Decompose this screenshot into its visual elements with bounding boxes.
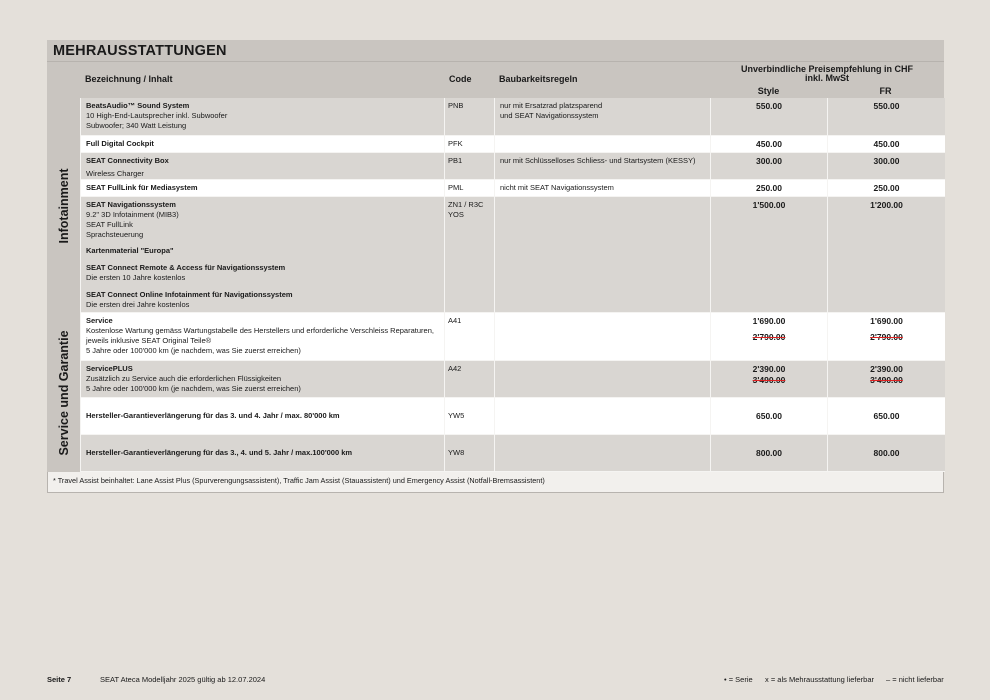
price-style: 1'690.00 xyxy=(752,316,786,326)
price-fr: 550.00 xyxy=(873,101,900,111)
item-code: ZN1 / R3C xyxy=(448,200,484,209)
item-code: YOS xyxy=(448,210,464,219)
item-desc: Kostenlose Wartung gemäss Wartungstabelle des Herstellers und erforderliche Verschleiss Reparaturen, xyxy=(86,326,434,335)
header-preis-line1: Unverbindliche Preisempfehlung in CHF xyxy=(740,64,914,74)
price-fr: 300.00 xyxy=(873,156,900,166)
price-fr-old: 2'790.00 xyxy=(870,332,903,342)
item-name: SEAT Connectivity Box xyxy=(86,156,169,165)
price-table xyxy=(47,98,944,472)
legend-serie: • = Serie xyxy=(724,675,753,684)
item-name: BeatsAudio™ Sound System xyxy=(86,101,190,110)
group-title: Infotainment xyxy=(56,168,71,243)
table-row xyxy=(81,197,945,313)
item-desc: Wireless Charger xyxy=(86,169,144,178)
price-style: 650.00 xyxy=(711,398,828,434)
price-fr: 800.00 xyxy=(873,448,900,458)
header-bezeichnung: Bezeichnung / Inhalt xyxy=(85,74,173,84)
legend-none: – = nicht lieferbar xyxy=(886,675,944,684)
item-desc: Die ersten 10 Jahre kostenlos xyxy=(86,273,186,282)
item-code: PNB xyxy=(445,98,495,135)
price-style: 550.00 xyxy=(711,98,828,135)
item-desc: Subwoofer; 340 Watt Leistung xyxy=(86,121,187,130)
page-title: MEHRAUSSTATTUNGEN xyxy=(53,43,227,59)
item-name: Service xyxy=(86,316,113,325)
price-style: 2'390.00 xyxy=(752,364,786,374)
item-code: YW5 xyxy=(445,398,495,434)
price-style: 250.00 xyxy=(711,180,828,196)
price-style: 1'500.00 xyxy=(711,197,828,312)
item-name: Kartenmaterial "Europa" xyxy=(86,246,174,255)
group-label-infotainment xyxy=(47,98,81,313)
item-name: Hersteller-Garantieverlängerung für das 3. und 4. Jahr / max. 80'000 km xyxy=(86,411,340,420)
table-row xyxy=(81,153,945,180)
price-fr: 250.00 xyxy=(873,183,900,193)
price-style: 300.00 xyxy=(711,153,828,179)
item-name: SEAT Connect Online Infotainment für Navigationssystem xyxy=(86,290,293,299)
footnote: * Travel Assist beinhaltet: Lane Assist Plus (Spurverengungsassistent), Traffic Jam Assist (Stauassistent) und Emergency Assist (Notfall-Bremsassistent) xyxy=(47,472,944,493)
table-row xyxy=(81,361,945,398)
page-number: Seite 7 xyxy=(47,675,72,684)
price-sheet xyxy=(47,40,944,493)
group-service xyxy=(47,313,944,472)
item-name: Full Digital Cockpit xyxy=(86,139,154,148)
item-code: YW8 xyxy=(445,435,495,471)
header-regeln: Baubarkeitsregeln xyxy=(499,74,578,84)
item-name: SEAT Connect Remote & Access für Navigationssystem xyxy=(86,263,286,272)
item-code: A41 xyxy=(445,313,495,360)
price-fr: 2'390.00 xyxy=(870,364,903,374)
item-name: SEAT Navigationssystem xyxy=(86,200,176,209)
item-desc: jeweils inklusive SEAT Original Teile® xyxy=(86,336,212,345)
item-desc: 5 Jahre oder 100'000 km (je nachdem, was Sie zuerst erreichen) xyxy=(86,346,301,355)
table-row xyxy=(81,435,945,472)
price-fr: 1'690.00 xyxy=(870,316,903,326)
header-fr: FR xyxy=(879,86,892,96)
item-code: PFK xyxy=(445,136,495,152)
group-infotainment xyxy=(47,98,944,313)
header-code: Code xyxy=(449,74,472,84)
table-row xyxy=(81,398,945,435)
item-rule: nicht mit SEAT Navigationssystem xyxy=(495,180,711,196)
item-code: A42 xyxy=(445,361,495,397)
item-desc: SEAT FullLink xyxy=(86,220,133,229)
item-rule: nur mit Schlüsselloses Schliess- und Startsystem (KESSY) xyxy=(495,153,711,179)
item-rule: und SEAT Navigationssystem xyxy=(500,111,599,120)
price-fr: 1'200.00 xyxy=(870,200,903,210)
price-fr: 650.00 xyxy=(873,411,900,421)
item-code: PML xyxy=(445,180,495,196)
price-style: 800.00 xyxy=(711,435,828,471)
table-row xyxy=(81,180,945,197)
group-label-service xyxy=(47,313,81,472)
price-fr: 450.00 xyxy=(873,139,900,149)
item-desc: 5 Jahre oder 100'000 km (je nachdem, was Sie zuerst erreichen) xyxy=(86,384,301,393)
price-style-old: 2'790.00 xyxy=(752,332,786,342)
item-desc: Die ersten drei Jahre kostenlos xyxy=(86,300,190,309)
title-bar xyxy=(47,40,944,61)
table-row xyxy=(81,136,945,153)
model-info: SEAT Ateca Modelljahr 2025 gültig ab 12.07.2024 xyxy=(100,675,266,684)
item-name: SEAT FullLink für Mediasystem xyxy=(86,183,198,192)
table-row xyxy=(81,313,945,361)
group-title: Service und Garantie xyxy=(56,329,71,456)
legend-option: x = als Mehrausstattung lieferbar xyxy=(765,675,875,684)
item-name: ServicePLUS xyxy=(86,364,133,373)
item-code: PB1 xyxy=(445,153,495,179)
price-style: 450.00 xyxy=(711,136,828,152)
item-desc: 9.2" 3D Infotainment (MIB3) xyxy=(86,210,179,219)
item-desc: Zusätzlich zu Service auch die erforderlichen Flüssigkeiten xyxy=(86,374,282,383)
item-desc: Sprachsteuerung xyxy=(86,230,144,239)
item-rule: nur mit Ersatzrad platzsparend xyxy=(500,101,603,110)
header-preis-line2: inkl. MwSt xyxy=(804,73,849,83)
item-desc: 10 High-End-Lautsprecher inkl. Subwoofer xyxy=(86,111,228,120)
table-row xyxy=(81,98,945,136)
price-style-old: 3'490.00 xyxy=(752,375,786,385)
header-style: Style xyxy=(757,86,780,96)
table-header xyxy=(47,61,944,98)
price-fr-old: 3'490.00 xyxy=(870,375,903,385)
item-name: Hersteller-Garantieverlängerung für das 3., 4. und 5. Jahr / max.100'000 km xyxy=(86,448,353,457)
